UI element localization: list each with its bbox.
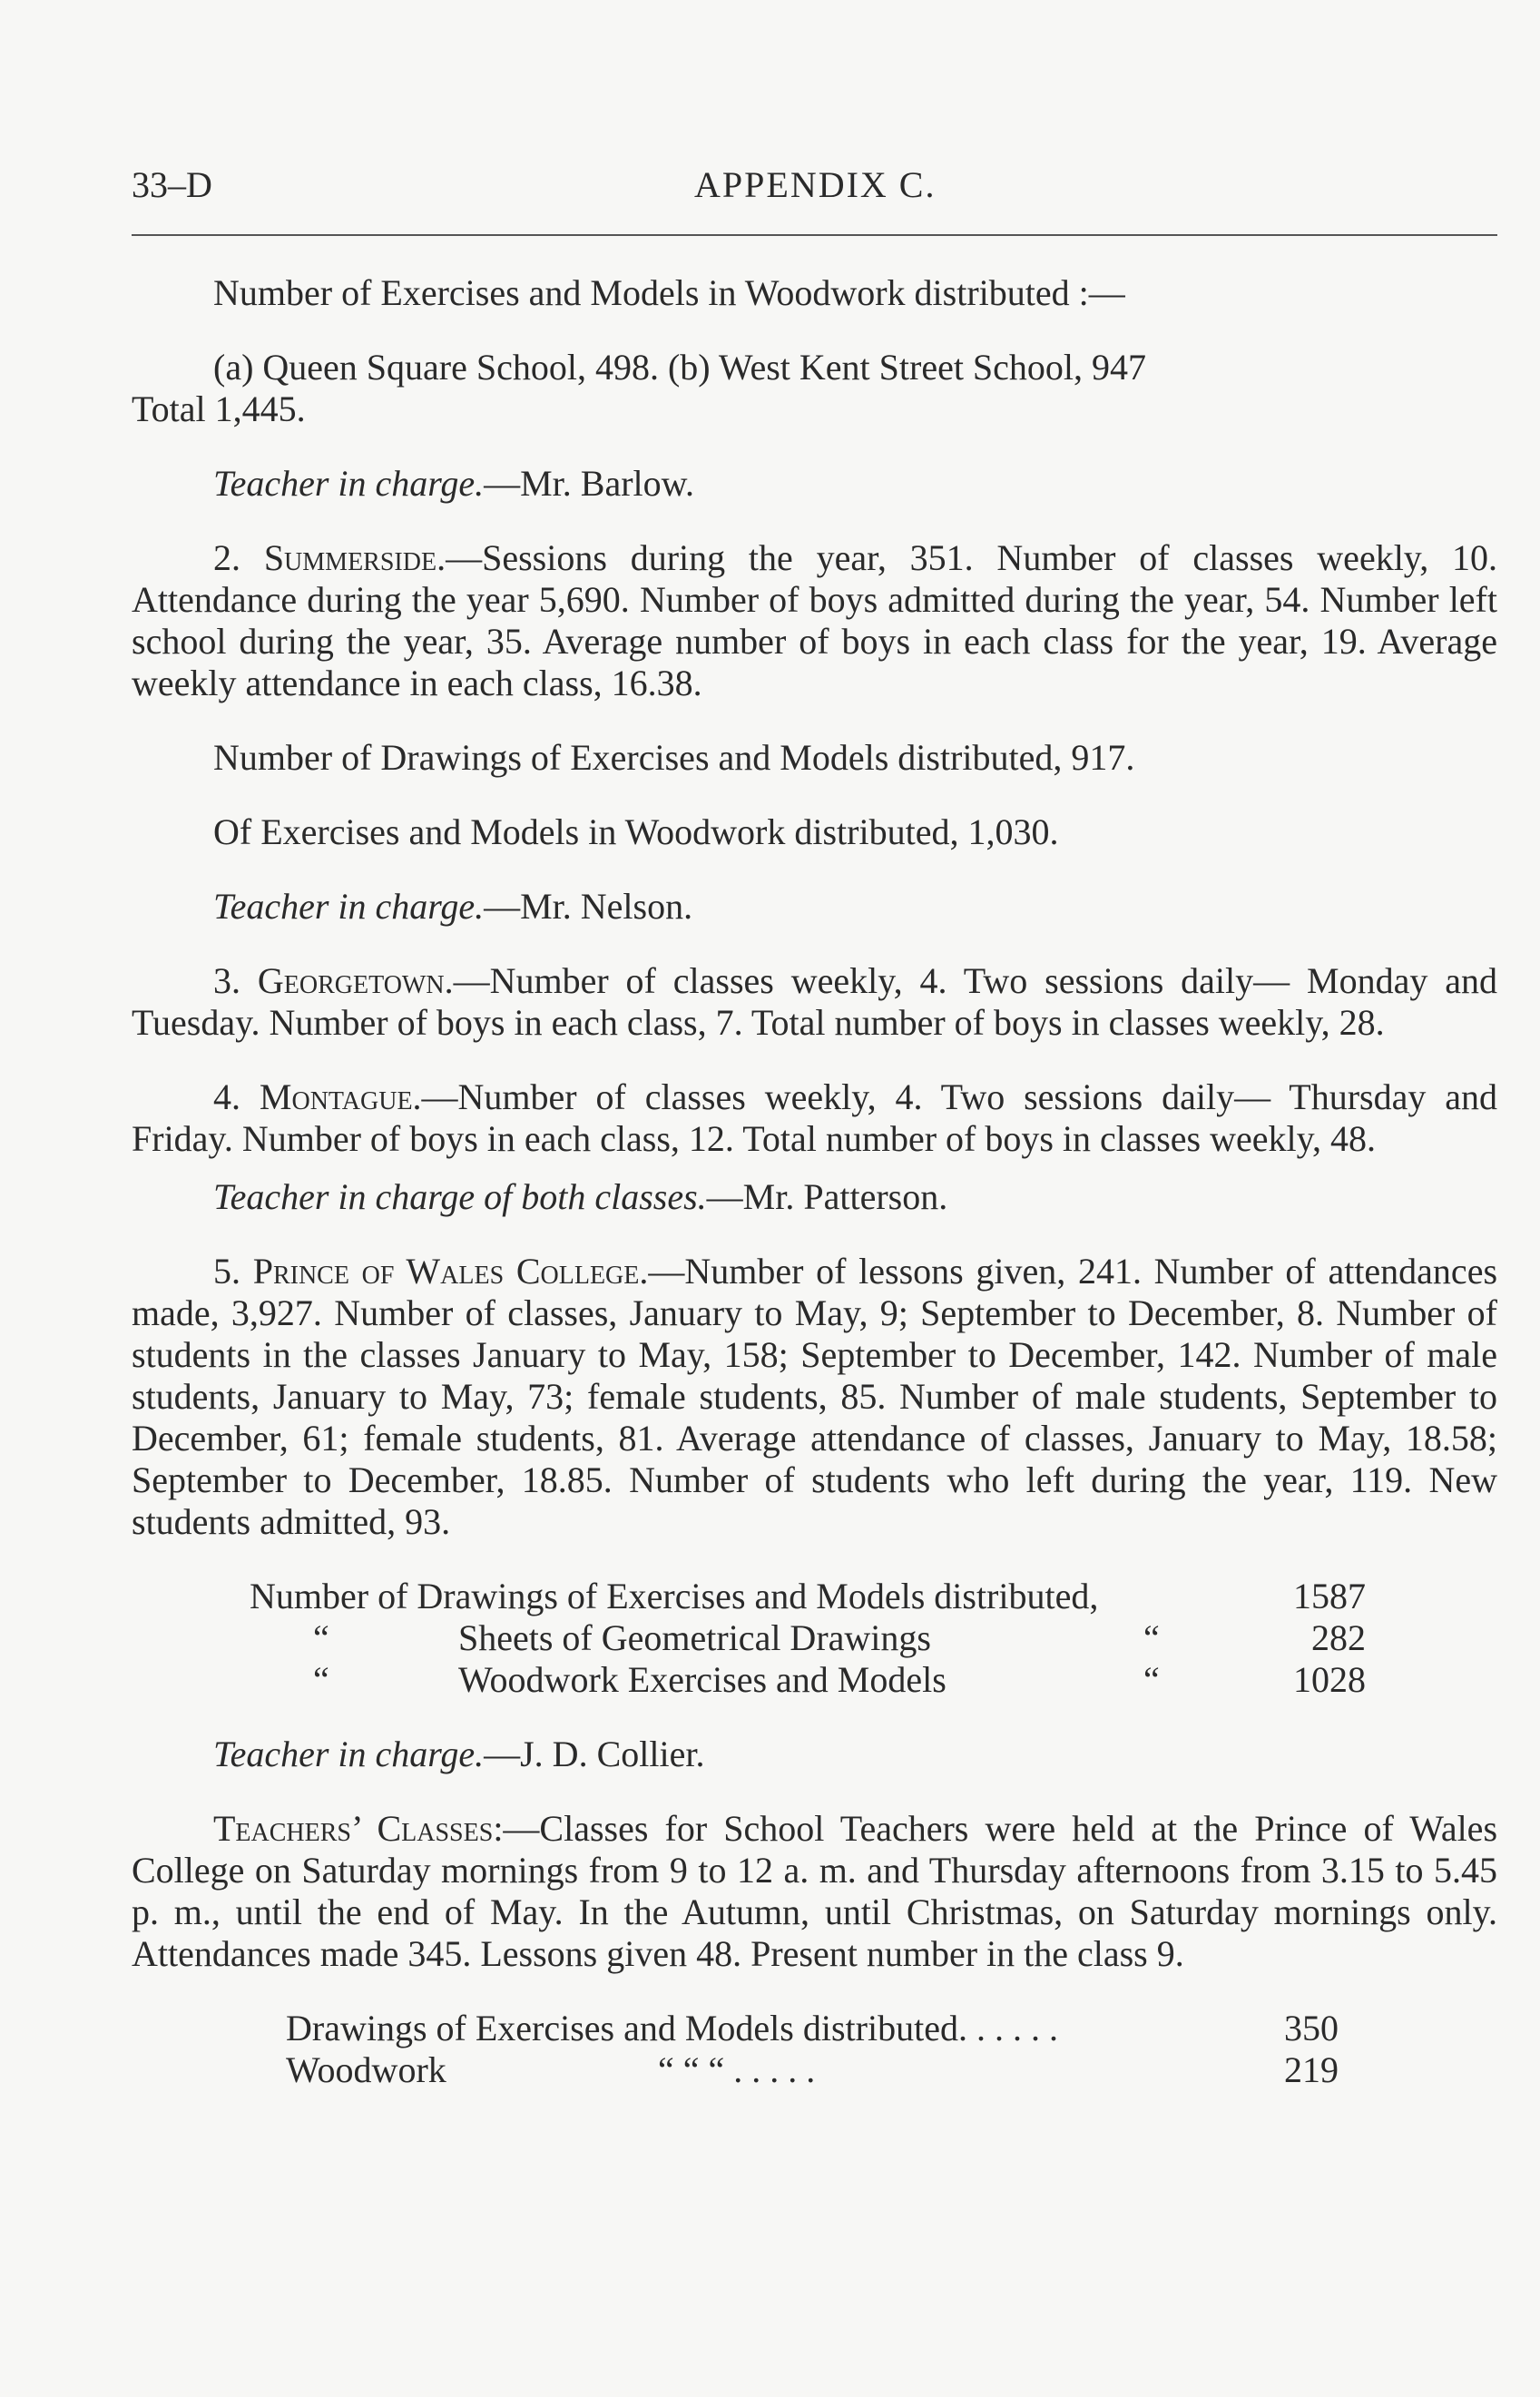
section-number: 2. (213, 537, 240, 578)
teachers-distribution-table (132, 2008, 1497, 2091)
section-text: :—Classes for School Teachers were held at the Prince of Wales College on Saturday mornings from 9 to 12 a. m. and Thursday afternoons from 3.15 to 5.45 p. m., until the end of May. In the Autumn, until Christmas, on Saturday mornings only. Attendances made 345. Lessons given 48. Present number in the class 9. (132, 1808, 1498, 1974)
body-text (132, 272, 1497, 2124)
section-teachers-classes (132, 1808, 1497, 1975)
section-montague (132, 1076, 1497, 1160)
section-number: 5. (213, 1251, 240, 1292)
table-row (132, 2008, 1497, 2049)
section-title: Summerside. (263, 537, 446, 578)
row-dittos: “ “ “ . . . . . (658, 2049, 816, 2090)
section-number: 3. (213, 960, 240, 1001)
row-label: Sheets of Geometrical Drawings (458, 1617, 931, 1658)
row-value: 219 (1284, 2049, 1339, 2090)
section-prince-of-wales (132, 1251, 1497, 1543)
teacher-label: Teacher in charge. (213, 463, 485, 504)
row-ditto: “ (1143, 1617, 1160, 1658)
row-value: 1028 (1293, 1659, 1366, 1700)
table-row (132, 1576, 1497, 1617)
teacher-barlow (132, 463, 1497, 505)
row-value: 350 (1284, 2008, 1339, 2048)
teacher-name: —Mr. Nelson. (484, 886, 693, 927)
row-label: Woodwork Exercises and Models (458, 1659, 947, 1700)
row-value: 282 (1311, 1617, 1366, 1658)
row-value: 1587 (1293, 1576, 1366, 1616)
row-label: Drawings of Exercises and Models distributed. . . . . . (286, 2008, 1058, 2048)
teacher-name: —J. D. Collier. (484, 1734, 705, 1774)
section-number: 4. (213, 1076, 240, 1117)
section-title: Teachers’ Classes (213, 1808, 494, 1849)
teacher-label: Teacher in charge. (213, 1734, 485, 1774)
page-number: 33–D (132, 164, 212, 205)
row-label: Woodwork (286, 2049, 446, 2090)
row-ditto: “ (313, 1617, 329, 1658)
page-header (132, 163, 1497, 209)
teacher-name: —Mr. Barlow. (484, 463, 694, 504)
woodwork-schools (132, 347, 1497, 430)
schools-line: (a) Queen Square School, 498. (b) West Kent Street School, 947 (213, 347, 1147, 388)
teacher-patterson (132, 1176, 1497, 1218)
row-ditto: “ (313, 1659, 329, 1700)
table-row (132, 2049, 1497, 2091)
teacher-label: Teacher in charge of both classes. (213, 1176, 707, 1217)
teacher-collier (132, 1734, 1497, 1775)
summerside-drawings: Number of Drawings of Exercises and Models distributed, 917. (213, 737, 1135, 778)
table-row (132, 1659, 1497, 1701)
section-georgetown (132, 960, 1497, 1044)
row-label: Number of Drawings of Exercises and Models distributed, (250, 1576, 1099, 1616)
schools-total: Total 1,445. (132, 388, 306, 429)
section-title: Georgetown. (257, 960, 454, 1001)
section-text: —Number of classes weekly, 4. Two sessions daily— Monday and Tuesday. Number of boys in each class, 7. Total number of boys in classes weekly, 28. (132, 960, 1498, 1043)
running-title: APPENDIX C. (694, 164, 937, 205)
section-summerside (132, 537, 1497, 704)
woodwork-intro: Number of Exercises and Models in Woodwork distributed :— (213, 272, 1125, 313)
summerside-woodwork: Of Exercises and Models in Woodwork distributed, 1,030. (213, 811, 1059, 852)
section-title: Prince of Wales College. (252, 1251, 649, 1292)
section-title: Montague. (259, 1076, 422, 1117)
teacher-nelson (132, 886, 1497, 928)
header-rule (132, 234, 1497, 236)
row-ditto: “ (1143, 1659, 1160, 1700)
section-text: —Number of classes weekly, 4. Two sessions daily— Thursday and Friday. Number of boys in each class, 12. Total number of boys in classes weekly, 48. (132, 1076, 1498, 1159)
teacher-label: Teacher in charge. (213, 886, 485, 927)
pow-distribution-table (132, 1576, 1497, 1701)
section-text: —Number of lessons given, 241. Number of attendances made, 3,927. Number of classes, January to May, 9; September to December, 8. Number of students in the classes January to May, 158; September to December, 142. Number of male students, January to May, 73; female students, 85. Number of male students, September to December, 61; female students, 81. Average attendance of classes, January to May, 18.58; September to December, 18.85. Number of students who left during the year, 119. New students admitted, 93. (132, 1251, 1498, 1542)
section-text: —Sessions during the year, 351. Number of classes weekly, 10. Attendance during the year 5,690. Number of boys admitted during the year, 54. Number left school during the year, 35. Average number of boys in each class for the year, 19. Average weekly attendance in each class, 16.38. (132, 537, 1498, 703)
teacher-name: —Mr. Patterson. (706, 1176, 948, 1217)
table-row (132, 1617, 1497, 1659)
